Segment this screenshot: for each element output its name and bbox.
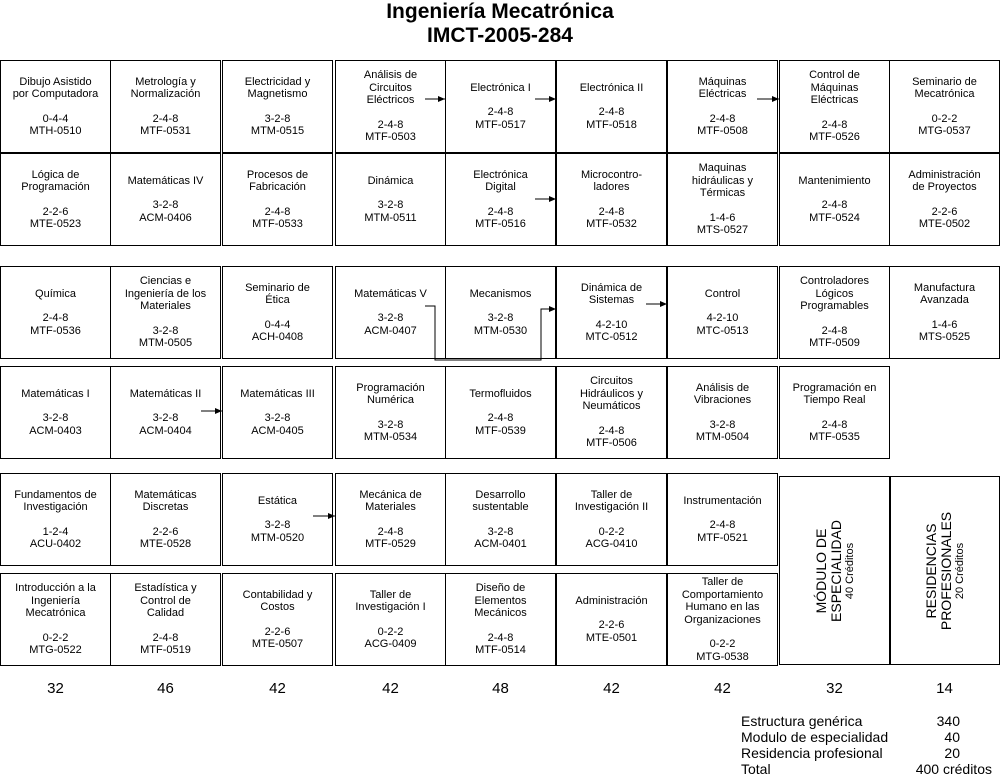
course-name: Electrónica II [579,81,644,94]
course-code: MTF-0518 [586,118,637,131]
course-hours: 2-4-8 [487,631,514,644]
course-hours: 2-2-6 [264,625,291,638]
course-name: Dibujo Asistido por Computadora [12,75,99,100]
course-hours: 0-2-2 [377,625,404,638]
page-title: Ingeniería Mecatrónica [386,0,614,23]
course-name: Programación en Tiempo Real [792,381,877,406]
course-code: ACU-0402 [29,538,82,550]
course-hours: 2-4-8 [152,112,179,125]
course-code: MTM-0515 [250,125,305,137]
course-code: MTF-0517 [475,118,526,131]
course-code: MTE-0528 [139,538,192,550]
course-code: ACM-0406 [139,211,192,224]
semester-total: 42 [714,680,731,697]
course-code: MTF-0516 [475,218,526,230]
course-hours: 1-4-6 [931,318,958,331]
course-code: MTE-0501 [585,631,638,644]
course-name: Matemáticas III [240,387,315,400]
course-code: MTF-0508 [697,125,748,137]
semester-total: 48 [492,680,509,697]
course-code: MTM-0520 [250,531,305,544]
summary-label: Estructura genérica [741,713,863,729]
residencias-credits: 20 Créditos [954,542,966,599]
course-code: MTF-0524 [809,211,860,224]
course-name: Matemáticas II [129,387,202,400]
course-name: Taller de Investigación II [574,488,649,513]
course-name: Introducción a la Ingeniería Mecatrónica [15,582,96,620]
course-hours: 0-2-2 [42,631,69,644]
course-hours: 1-4-6 [709,211,736,224]
course-code: ACH-0408 [251,331,304,343]
course-hours: 2-4-8 [598,205,625,218]
semester-total: 42 [269,680,286,697]
course-name: Contabilidad y Costos [242,588,313,613]
course-hours: 3-2-8 [264,519,291,532]
course-hours: 2-4-8 [264,205,291,218]
course-name: Dinámica de Sistemas [580,281,643,306]
course-code: MTS-0525 [918,331,971,343]
course-name: Circuitos Hidráulicos y Neumáticos [580,375,643,413]
course-hours: 0-2-2 [598,525,625,538]
course-name: Administración de Proyectos [908,168,981,193]
course-code: MTF-0539 [475,424,526,437]
course-hours: 3-2-8 [152,412,179,425]
course-hours: 0-4-4 [264,318,291,331]
course-code: ACM-0405 [251,424,304,437]
course-code: MTF-0509 [809,337,860,350]
course-name: Desarrollo sustentable [472,488,529,513]
course-hours: 4-2-10 [706,312,739,325]
course-hours: 2-4-8 [821,418,848,431]
course-code: MTF-0514 [475,644,526,657]
course-hours: 3-2-8 [152,324,179,337]
course-name: Mecánica de Materiales [359,488,422,513]
course-name: Análisis de Vibraciones [693,381,752,406]
course-hours: 0-2-2 [709,638,736,650]
course-hours: 2-4-8 [487,205,514,218]
modulo-especialidad-label: MÓDULO DE ESPECIALIDAD [812,519,844,622]
course-name: Taller de Comportamiento Humano en las Organizaciones [681,576,764,626]
course-code: MTM-0504 [695,431,750,443]
course-code: MTF-0506 [586,437,637,450]
modulo-especialidad-credits: 40 Créditos [843,542,856,599]
course-name: Instrumentación [683,494,762,507]
course-name: Estática [257,494,298,507]
course-name: Mantenimiento [798,174,871,187]
course-code: MTS-0527 [696,224,749,237]
course-name: Procesos de Fabricación [246,168,309,193]
course-code: MTM-0505 [138,337,193,350]
course-code: MTF-0531 [140,125,191,137]
course-name: Seminario de Mecatrónica [912,75,977,100]
course-hours: 2-4-8 [42,312,69,325]
course-code: MTF-0519 [140,644,191,657]
course-hours: 3-2-8 [264,412,291,425]
course-hours: 2-4-8 [487,412,514,425]
course-hours: 2-4-8 [377,525,404,538]
course-hours: 3-2-8 [264,112,291,125]
semester-total: 14 [936,680,953,697]
summary-label: Modulo de especialidad [741,729,889,745]
course-hours: 3-2-8 [487,312,514,325]
course-hours: 2-4-8 [821,118,848,131]
course-name: Control de Máquinas Eléctricas [809,69,860,107]
course-name: Matemáticas IV [127,174,204,187]
course-hours: 2-4-8 [487,106,514,119]
semester-total: 32 [826,680,843,697]
summary-label: Residencia profesional [741,745,883,761]
summary-value: 400 créditos [915,761,992,777]
semester-total: 42 [603,680,620,697]
course-hours: 2-4-8 [152,631,179,644]
course-name: Electrónica Digital [473,168,528,193]
course-hours: 3-2-8 [377,418,404,431]
course-hours: 3-2-8 [709,418,736,431]
course-code: MTF-0503 [365,131,416,144]
course-name: Química [35,287,76,300]
course-hours: 2-4-8 [377,118,404,131]
course-code: MTF-0532 [586,218,637,230]
course-hours: 1-2-4 [42,525,69,538]
course-code: ACM-0407 [364,324,417,337]
course-hours: 2-4-8 [709,519,736,532]
course-name: Matemáticas V [354,287,427,300]
course-name: Electricidad y Magnetismo [244,75,311,100]
course-code: MTF-0536 [30,324,81,337]
course-name: Lógica de Programación [21,168,90,193]
course-name: Programación Numérica [356,381,425,406]
course-code: MTM-0511 [364,211,417,224]
summary-value: 20 [944,745,960,761]
course-code: ACG-0409 [364,638,417,650]
course-code: MTE-0502 [918,218,971,230]
course-name: Matemáticas I [21,387,90,400]
course-name: Dinámica [367,174,414,187]
course-code: MTF-0521 [697,531,748,544]
course-code: MTE-0507 [251,638,304,650]
course-code: MTF-0533 [252,218,303,230]
semester-total: 46 [157,680,174,697]
residencias-label: RESIDENCIAS PROFESIONALES [923,511,954,630]
course-code: MTG-0522 [29,644,82,657]
course-hours: 3-2-8 [152,199,179,212]
course-hours: 3-2-8 [377,199,404,212]
course-hours: 2-4-8 [821,199,848,212]
course-name: Metrología y Normalización [130,75,201,100]
course-hours: 2-2-6 [598,619,625,632]
course-name: Mecanismos [469,287,532,300]
course-code: ACG-0410 [585,538,638,550]
course-name: Termofluidos [469,387,532,400]
course-code: MTE-0523 [29,218,82,230]
course-name: Matemáticas Discretas [134,488,197,513]
course-name: Estadística y Control de Calidad [134,582,197,620]
course-name: Taller de Investigación I [355,588,426,613]
course-code: MTG-0538 [696,650,749,663]
semester-total: 32 [47,680,64,697]
summary-label: Total [741,761,771,777]
page-subtitle: IMCT-2005-284 [427,24,573,47]
semester-total: 42 [382,680,399,697]
course-code: MTM-0530 [473,324,528,337]
summary-value: 340 [936,713,960,729]
course-code: ACM-0401 [474,538,527,550]
course-code: MTF-0526 [809,131,860,144]
course-code: MTC-0513 [696,324,749,337]
arrow-matematicas5-to-dinamica-sistemas [425,306,556,360]
course-hours: 0-2-2 [931,112,958,125]
course-code: ACM-0404 [139,424,192,437]
course-name: Análisis de Circuitos Eléctricos [363,69,418,107]
course-name: Controladores Lógicos Programables [799,275,870,313]
course-hours: 2-2-6 [931,205,958,218]
course-name: Administración [575,594,648,607]
course-name: Control [704,287,741,300]
course-name: Maquinas hidráulicas y Térmicas [691,162,754,200]
course-hours: 2-4-8 [821,324,848,337]
course-hours: 2-4-8 [709,112,736,125]
course-code: MTC-0512 [585,331,638,343]
course-hours: 4-2-10 [595,318,628,331]
course-code: MTH-0510 [29,125,82,137]
course-name: Máquinas Eléctricas [698,75,747,100]
course-hours: 3-2-8 [487,525,514,538]
course-hours: 3-2-8 [42,412,69,425]
course-name: Fundamentos de Investigación [14,488,97,513]
course-code: MTG-0537 [918,125,971,137]
course-code: MTF-0535 [809,431,860,443]
course-code: MTM-0534 [363,431,418,443]
course-hours: 2-4-8 [598,424,625,437]
course-name: Microcontro- ladores [580,168,643,193]
course-name: Ciencias e Ingeniería de los Materiales [124,275,207,313]
course-hours: 0-4-4 [42,112,69,125]
course-hours: 2-4-8 [598,106,625,119]
course-hours: 3-2-8 [377,312,404,325]
summary-value: 40 [944,729,960,745]
course-code: MTF-0529 [365,538,416,550]
course-name: Diseño de Elementos Mecánicos [474,582,527,620]
course-name: Electrónica I [470,81,531,94]
course-hours: 2-2-6 [152,525,179,538]
course-hours: 2-2-6 [42,205,69,218]
course-name: Manufactura Avanzada [913,281,976,306]
course-name: Seminario de Ética [245,281,310,306]
course-code: ACM-0403 [29,424,82,437]
